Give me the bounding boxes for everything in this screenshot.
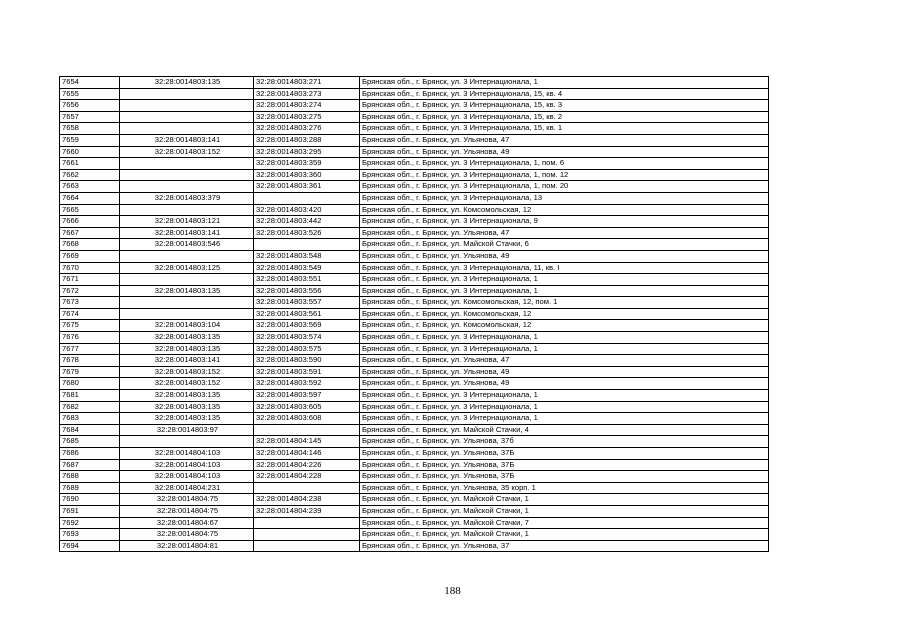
address-cell: Брянская обл., г. Брянск, ул. 3 Интернационала, 1 <box>360 285 769 297</box>
row-number-cell: 7655 <box>60 88 120 100</box>
table-row <box>60 250 769 262</box>
row-number-cell: 7675 <box>60 320 120 332</box>
cadastral-number-cell: 32:28:0014804:226 <box>254 459 360 471</box>
parent-cadastral-number-cell: 32:28:0014803:141 <box>120 134 254 146</box>
address-cell: Брянская обл., г. Брянск, ул. Майской Стачки, 1 <box>360 494 769 506</box>
row-number-cell: 7685 <box>60 436 120 448</box>
cadastral-number-cell: 32:28:0014803:557 <box>254 297 360 309</box>
table-row <box>60 285 769 297</box>
parent-cadastral-number-cell: 32:28:0014803:135 <box>120 332 254 344</box>
row-number-cell: 7679 <box>60 366 120 378</box>
parent-cadastral-number-cell: 32:28:0014803:152 <box>120 366 254 378</box>
parent-cadastral-number-cell: 32:28:0014803:125 <box>120 262 254 274</box>
parent-cadastral-number-cell: 32:28:0014803:135 <box>120 390 254 402</box>
table-row <box>60 378 769 390</box>
cadastral-number-cell: 32:28:0014803:276 <box>254 123 360 135</box>
parent-cadastral-number-cell: 32:28:0014803:121 <box>120 216 254 228</box>
cadastral-number-cell: 32:28:0014803:273 <box>254 88 360 100</box>
cadastral-number-cell <box>254 424 360 436</box>
page-number: 188 <box>444 585 461 597</box>
parent-cadastral-number-cell: 32:28:0014803:104 <box>120 320 254 332</box>
table-row <box>60 320 769 332</box>
row-number-cell: 7680 <box>60 378 120 390</box>
table-row <box>60 158 769 170</box>
cadastral-number-cell <box>254 482 360 494</box>
row-number-cell: 7656 <box>60 100 120 112</box>
row-number-cell: 7686 <box>60 448 120 460</box>
parent-cadastral-number-cell <box>120 436 254 448</box>
cadastral-number-cell: 32:28:0014804:238 <box>254 494 360 506</box>
parent-cadastral-number-cell: 32:28:0014803:379 <box>120 192 254 204</box>
table-row <box>60 204 769 216</box>
table-row <box>60 192 769 204</box>
parent-cadastral-number-cell: 32:28:0014804:75 <box>120 529 254 541</box>
address-cell: Брянская обл., г. Брянск, ул. Майской Стачки, 6 <box>360 239 769 251</box>
cadastral-number-cell: 32:28:0014803:548 <box>254 250 360 262</box>
cadastral-number-cell: 32:28:0014803:556 <box>254 285 360 297</box>
cadastral-number-cell: 32:28:0014803:569 <box>254 320 360 332</box>
address-cell: Брянская обл., г. Брянск, ул. Комсомольская, 12, пом. 1 <box>360 297 769 309</box>
row-number-cell: 7694 <box>60 540 120 552</box>
cadastral-number-cell: 32:28:0014803:295 <box>254 146 360 158</box>
address-cell: Брянская обл., г. Брянск, ул. Ульянова, 47 <box>360 134 769 146</box>
address-cell: Брянская обл., г. Брянск, ул. Майской Стачки, 1 <box>360 529 769 541</box>
address-cell: Брянская обл., г. Брянск, ул. 3 Интернационала, 1, пом. 6 <box>360 158 769 170</box>
cadastral-number-cell: 32:28:0014803:591 <box>254 366 360 378</box>
address-cell: Брянская обл., г. Брянск, ул. 3 Интернационала, 1 <box>360 401 769 413</box>
parent-cadastral-number-cell <box>120 169 254 181</box>
row-number-cell: 7670 <box>60 262 120 274</box>
row-number-cell: 7688 <box>60 471 120 483</box>
address-cell: Брянская обл., г. Брянск, ул. Ульянова, 49 <box>360 366 769 378</box>
parent-cadastral-number-cell <box>120 181 254 193</box>
row-number-cell: 7689 <box>60 482 120 494</box>
address-cell: Брянская обл., г. Брянск, ул. Ульянова, 37Б <box>360 459 769 471</box>
row-number-cell: 7665 <box>60 204 120 216</box>
table-row <box>60 239 769 251</box>
row-number-cell: 7690 <box>60 494 120 506</box>
row-number-cell: 7681 <box>60 390 120 402</box>
address-cell: Брянская обл., г. Брянск, ул. 3 Интернационала, 1 <box>360 332 769 344</box>
cadastral-number-cell <box>254 540 360 552</box>
table-row <box>60 297 769 309</box>
address-cell: Брянская обл., г. Брянск, ул. Ульянова, 49 <box>360 250 769 262</box>
parent-cadastral-number-cell: 32:28:0014804:103 <box>120 448 254 460</box>
address-cell: Брянская обл., г. Брянск, ул. Ульянова, 37Б <box>360 448 769 460</box>
table-row <box>60 134 769 146</box>
parent-cadastral-number-cell: 32:28:0014803:135 <box>120 77 254 89</box>
row-number-cell: 7667 <box>60 227 120 239</box>
address-cell: Брянская обл., г. Брянск, ул. 3 Интернационала, 15, кв. 3 <box>360 100 769 112</box>
cadastral-number-cell <box>254 517 360 529</box>
address-cell: Брянская обл., г. Брянск, ул. 3 Интернационала, 9 <box>360 216 769 228</box>
table-row <box>60 77 769 89</box>
cadastral-number-cell: 32:28:0014803:361 <box>254 181 360 193</box>
parent-cadastral-number-cell: 32:28:0014804:103 <box>120 459 254 471</box>
table-row <box>60 146 769 158</box>
cadastral-number-cell: 32:28:0014804:146 <box>254 448 360 460</box>
row-number-cell: 7691 <box>60 505 120 517</box>
address-cell: Брянская обл., г. Брянск, ул. Комсомольская, 12 <box>360 308 769 320</box>
row-number-cell: 7676 <box>60 332 120 344</box>
cadastral-number-cell: 32:28:0014803:590 <box>254 355 360 367</box>
address-cell: Брянская обл., г. Брянск, ул. Ульянова, 37б <box>360 436 769 448</box>
parent-cadastral-number-cell: 32:28:0014804:75 <box>120 505 254 517</box>
address-cell: Брянская обл., г. Брянск, ул. Ульянова, 47 <box>360 227 769 239</box>
address-cell: Брянская обл., г. Брянск, ул. 3 Интернационала, 15, кв. 2 <box>360 111 769 123</box>
parent-cadastral-number-cell: 32:28:0014803:135 <box>120 413 254 425</box>
cadastral-number-cell <box>254 529 360 541</box>
parent-cadastral-number-cell: 32:28:0014803:141 <box>120 355 254 367</box>
table-row <box>60 169 769 181</box>
table-row <box>60 216 769 228</box>
cadastral-number-cell: 32:28:0014803:526 <box>254 227 360 239</box>
cadastral-number-cell: 32:28:0014803:288 <box>254 134 360 146</box>
table-row <box>60 111 769 123</box>
cadastral-number-cell: 32:28:0014803:359 <box>254 158 360 170</box>
row-number-cell: 7687 <box>60 459 120 471</box>
cadastral-number-cell: 32:28:0014803:549 <box>254 262 360 274</box>
address-cell: Брянская обл., г. Брянск, ул. 3 Интернационала, 1 <box>360 343 769 355</box>
parent-cadastral-number-cell <box>120 100 254 112</box>
row-number-cell: 7666 <box>60 216 120 228</box>
row-number-cell: 7657 <box>60 111 120 123</box>
address-cell: Брянская обл., г. Брянск, ул. Ульянова, 49 <box>360 378 769 390</box>
parent-cadastral-number-cell: 32:28:0014803:152 <box>120 378 254 390</box>
parent-cadastral-number-cell: 32:28:0014803:152 <box>120 146 254 158</box>
cadastral-number-cell: 32:28:0014803:271 <box>254 77 360 89</box>
address-cell: Брянская обл., г. Брянск, ул. Майской Стачки, 7 <box>360 517 769 529</box>
address-cell: Брянская обл., г. Брянск, ул. Ульянова, 35 корп. 1 <box>360 482 769 494</box>
table-row <box>60 366 769 378</box>
table-row <box>60 448 769 460</box>
parent-cadastral-number-cell: 32:28:0014804:75 <box>120 494 254 506</box>
address-cell: Брянская обл., г. Брянск, ул. Ульянова, 49 <box>360 146 769 158</box>
address-cell: Брянская обл., г. Брянск, ул. Ульянова, 37Б <box>360 471 769 483</box>
cadastral-number-cell: 32:28:0014803:360 <box>254 169 360 181</box>
parent-cadastral-number-cell: 32:28:0014803:97 <box>120 424 254 436</box>
row-number-cell: 7678 <box>60 355 120 367</box>
row-number-cell: 7677 <box>60 343 120 355</box>
address-cell: Брянская обл., г. Брянск, ул. 3 Интернационала, 1 <box>360 390 769 402</box>
table-row <box>60 517 769 529</box>
cadastral-number-cell <box>254 192 360 204</box>
table-row <box>60 459 769 471</box>
cadastral-number-cell: 32:28:0014803:551 <box>254 274 360 286</box>
table-body <box>60 77 769 552</box>
address-cell: Брянская обл., г. Брянск, ул. 3 Интернационала, 13 <box>360 192 769 204</box>
parent-cadastral-number-cell <box>120 250 254 262</box>
table-row <box>60 436 769 448</box>
row-number-cell: 7662 <box>60 169 120 181</box>
cadastral-number-cell: 32:28:0014803:274 <box>254 100 360 112</box>
table-row <box>60 123 769 135</box>
cadastral-registry-table <box>59 76 769 552</box>
parent-cadastral-number-cell: 32:28:0014804:231 <box>120 482 254 494</box>
table-row <box>60 181 769 193</box>
table-row <box>60 482 769 494</box>
address-cell: Брянская обл., г. Брянск, ул. Майской Стачки, 4 <box>360 424 769 436</box>
table-row <box>60 529 769 541</box>
row-number-cell: 7684 <box>60 424 120 436</box>
table-row <box>60 355 769 367</box>
address-cell: Брянская обл., г. Брянск, ул. 3 Интернационала, 1 <box>360 77 769 89</box>
parent-cadastral-number-cell <box>120 308 254 320</box>
parent-cadastral-number-cell: 32:28:0014803:135 <box>120 401 254 413</box>
row-number-cell: 7661 <box>60 158 120 170</box>
row-number-cell: 7660 <box>60 146 120 158</box>
address-cell: Брянская обл., г. Брянск, ул. Комсомольская, 12 <box>360 204 769 216</box>
cadastral-number-cell: 32:28:0014803:608 <box>254 413 360 425</box>
table-row <box>60 308 769 320</box>
row-number-cell: 7671 <box>60 274 120 286</box>
row-number-cell: 7668 <box>60 239 120 251</box>
row-number-cell: 7663 <box>60 181 120 193</box>
table-row <box>60 332 769 344</box>
row-number-cell: 7692 <box>60 517 120 529</box>
row-number-cell: 7669 <box>60 250 120 262</box>
row-number-cell: 7658 <box>60 123 120 135</box>
address-cell: Брянская обл., г. Брянск, ул. 3 Интернационала, 1 <box>360 413 769 425</box>
address-cell: Брянская обл., г. Брянск, ул. Ульянова, 47 <box>360 355 769 367</box>
parent-cadastral-number-cell <box>120 297 254 309</box>
parent-cadastral-number-cell: 32:28:0014803:135 <box>120 285 254 297</box>
address-cell: Брянская обл., г. Брянск, ул. Комсомольская, 12 <box>360 320 769 332</box>
table-row <box>60 505 769 517</box>
table-row <box>60 274 769 286</box>
parent-cadastral-number-cell: 32:28:0014803:135 <box>120 343 254 355</box>
parent-cadastral-number-cell: 32:28:0014804:103 <box>120 471 254 483</box>
row-number-cell: 7654 <box>60 77 120 89</box>
row-number-cell: 7673 <box>60 297 120 309</box>
table-row <box>60 88 769 100</box>
table-row <box>60 471 769 483</box>
cadastral-number-cell: 32:28:0014803:605 <box>254 401 360 413</box>
parent-cadastral-number-cell <box>120 123 254 135</box>
cadastral-number-cell: 32:28:0014803:574 <box>254 332 360 344</box>
parent-cadastral-number-cell <box>120 158 254 170</box>
address-cell: Брянская обл., г. Брянск, ул. Майской Стачки, 1 <box>360 505 769 517</box>
cadastral-number-cell: 32:28:0014803:275 <box>254 111 360 123</box>
table-row <box>60 262 769 274</box>
parent-cadastral-number-cell <box>120 88 254 100</box>
table-row <box>60 100 769 112</box>
table-row <box>60 227 769 239</box>
table-row <box>60 540 769 552</box>
table-row <box>60 390 769 402</box>
cadastral-number-cell: 32:28:0014803:575 <box>254 343 360 355</box>
row-number-cell: 7693 <box>60 529 120 541</box>
address-cell: Брянская обл., г. Брянск, ул. Ульянова, 37 <box>360 540 769 552</box>
row-number-cell: 7683 <box>60 413 120 425</box>
cadastral-number-cell: 32:28:0014804:145 <box>254 436 360 448</box>
cadastral-number-cell: 32:28:0014804:239 <box>254 505 360 517</box>
parent-cadastral-number-cell: 32:28:0014804:81 <box>120 540 254 552</box>
cadastral-number-cell: 32:28:0014804:228 <box>254 471 360 483</box>
address-cell: Брянская обл., г. Брянск, ул. 3 Интернационала, 1 <box>360 274 769 286</box>
cadastral-number-cell: 32:28:0014803:561 <box>254 308 360 320</box>
row-number-cell: 7659 <box>60 134 120 146</box>
parent-cadastral-number-cell <box>120 274 254 286</box>
table-row <box>60 413 769 425</box>
address-cell: Брянская обл., г. Брянск, ул. 3 Интернационала, 15, кв. 1 <box>360 123 769 135</box>
parent-cadastral-number-cell <box>120 204 254 216</box>
address-cell: Брянская обл., г. Брянск, ул. 3 Интернационала, 11, кв. I <box>360 262 769 274</box>
row-number-cell: 7674 <box>60 308 120 320</box>
cadastral-number-cell: 32:28:0014803:592 <box>254 378 360 390</box>
address-cell: Брянская обл., г. Брянск, ул. 3 Интернационала, 1, пом. 20 <box>360 181 769 193</box>
table-row <box>60 343 769 355</box>
address-cell: Брянская обл., г. Брянск, ул. 3 Интернационала, 1, пом. 12 <box>360 169 769 181</box>
parent-cadastral-number-cell: 32:28:0014804:67 <box>120 517 254 529</box>
parent-cadastral-number-cell: 32:28:0014803:141 <box>120 227 254 239</box>
table-row <box>60 401 769 413</box>
row-number-cell: 7672 <box>60 285 120 297</box>
cadastral-number-cell: 32:28:0014803:442 <box>254 216 360 228</box>
parent-cadastral-number-cell <box>120 111 254 123</box>
address-cell: Брянская обл., г. Брянск, ул. 3 Интернационала, 15, кв. 4 <box>360 88 769 100</box>
cadastral-number-cell <box>254 239 360 251</box>
cadastral-number-cell: 32:28:0014803:597 <box>254 390 360 402</box>
cadastral-number-cell: 32:28:0014803:420 <box>254 204 360 216</box>
table-row <box>60 424 769 436</box>
row-number-cell: 7682 <box>60 401 120 413</box>
parent-cadastral-number-cell: 32:28:0014803:546 <box>120 239 254 251</box>
row-number-cell: 7664 <box>60 192 120 204</box>
table-row <box>60 494 769 506</box>
